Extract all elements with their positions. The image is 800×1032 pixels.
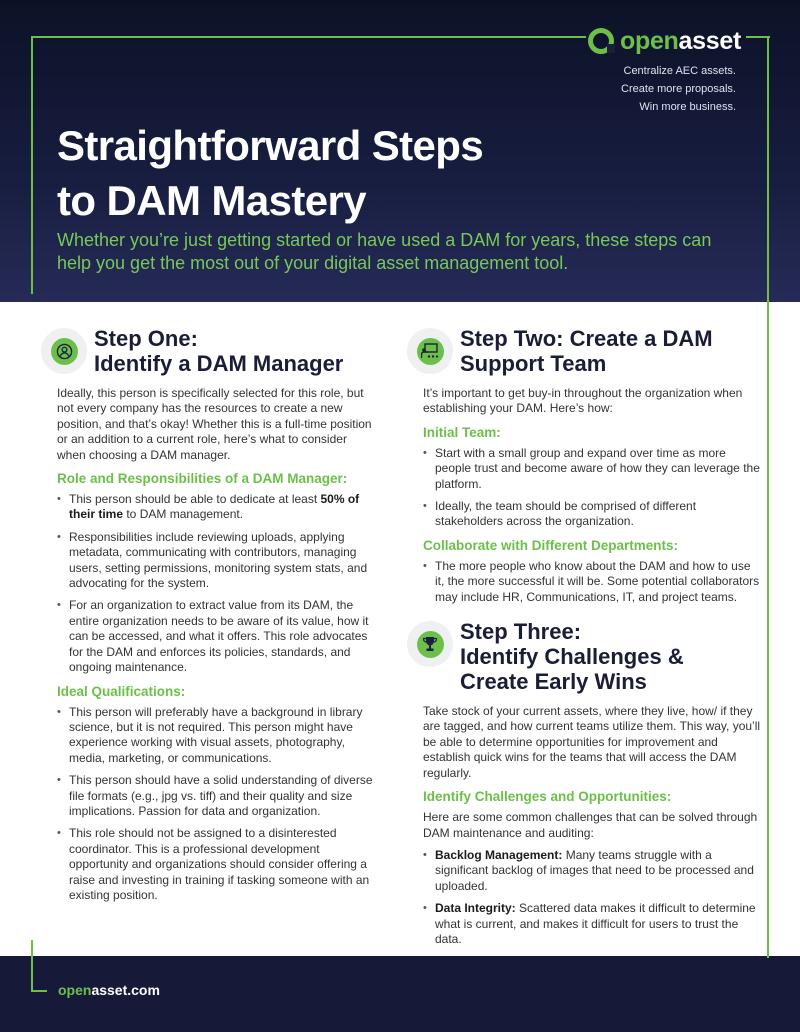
list-item: • This person will preferably have a background in library science, but it is not required. This person might have experience working with visual assets, photography, media, marketing, or communications. bbox=[57, 705, 375, 767]
taglines bbox=[621, 62, 736, 116]
step-one-section bbox=[57, 326, 375, 910]
step-three-title: Step Three: Identify Challenges & Create Early Wins bbox=[460, 619, 684, 695]
step-one-title: Step One: Identify a DAM Manager bbox=[94, 326, 344, 376]
step-two-title: Step Two: Create a DAM Support Team bbox=[460, 326, 713, 376]
person-icon bbox=[41, 328, 87, 374]
list-item: • This person should be able to dedicate at least 50% of their time to DAM management. bbox=[57, 492, 375, 523]
frame-line bbox=[31, 990, 47, 992]
list-item: • Responsibilities include reviewing uploads, applying metadata, communicating with contributors, managing users, setting permissions, monitoring system stats, and advocating for the system. bbox=[57, 530, 375, 592]
step-three-intro: Take stock of your current assets, where they live, how/ if they are tagged, and how current teams utilize them. This way, you’ll be able to determine opportunities for improvement and establish quick wins for the teams that will access the DAM regularly. bbox=[423, 704, 761, 780]
frame-line bbox=[31, 36, 586, 38]
frame-line bbox=[767, 36, 769, 958]
intro-text: Whether you’re just getting started or have used a DAM for years, these steps can help you get the most out of your digital asset management tool. bbox=[57, 230, 712, 273]
footer-url-link[interactable]: openasset.com bbox=[58, 982, 160, 998]
trophy-icon bbox=[407, 621, 453, 667]
step-two-intro: It’s important to get buy-in throughout the organization when establishing your DAM. Here’s how: bbox=[423, 386, 743, 416]
list-item: • Ideally, the team should be comprised of different stakeholders across the organization. bbox=[423, 499, 763, 530]
step-three-subheading: Identify Challenges and Opportunities: bbox=[423, 789, 672, 805]
list-item: • Data Integrity: Scattered data makes it difficult to determine what is current, and makes it difficult for users to trust the data. bbox=[423, 901, 763, 947]
list-item: • Backlog Management: Many teams struggle with a significant backlog of images that need to be processed and uploaded. bbox=[423, 848, 763, 894]
step-three-subtext: Here are some common challenges that can be solved through DAM maintenance and auditing: bbox=[423, 810, 758, 840]
step-two-subheading: Collaborate with Different Departments: bbox=[423, 537, 679, 553]
step-one-subheading: Ideal Qualifications: bbox=[57, 683, 186, 699]
list-item: • For an organization to extract value from its DAM, the entire organization needs to be aware of its value, how it can be accessed, and what it offers. This role advocates for the DAM and enforces its policies, standards, and ongoing maintenance. bbox=[57, 598, 375, 675]
step-one-intro: Ideally, this person is specifically selected for this role, but not every company has the resources to create a new position, and that’s okay! Whether this is a full-time position or an addition to a current role, here’s what to consider when choosing a DAM manager. bbox=[57, 386, 372, 462]
tagline: Win more business. bbox=[639, 101, 736, 113]
list-item: • This person should have a solid understanding of diverse file formats (e.g., jpg vs. tiff) and their quality and size implications. Passion for data and organization. bbox=[57, 773, 375, 819]
logo-mark-icon bbox=[588, 28, 614, 54]
frame-line bbox=[31, 36, 33, 294]
step-three-section bbox=[423, 619, 763, 947]
list-item: • This role should not be assigned to a disinterested coordinator. This is a professional development opportunity and organizations should consider offering a raise and investing in training if tasking someone with an existing position. bbox=[57, 826, 375, 903]
presentation-icon bbox=[407, 328, 453, 374]
tagline: Create more proposals. bbox=[621, 83, 736, 95]
step-two-subheading: Initial Team: bbox=[423, 424, 501, 440]
right-column bbox=[423, 326, 763, 954]
step-one-subheading: Role and Responsibilities of a DAM Manager: bbox=[57, 471, 348, 487]
openasset-logo: openasset bbox=[588, 24, 741, 58]
tagline: Centralize AEC assets. bbox=[623, 65, 736, 77]
frame-line bbox=[31, 940, 33, 992]
page-title: Straightforward Steps to DAM Mastery bbox=[57, 122, 484, 224]
list-item: • The more people who know about the DAM and how to use it, the more successful it will be. Some potential collaborators may include HR, Communications, IT, and project teams. bbox=[423, 559, 763, 605]
step-two-section bbox=[423, 326, 763, 605]
list-item: • Start with a small group and expand over time as more people trust and become aware of how they can leverage the platform. bbox=[423, 446, 763, 492]
